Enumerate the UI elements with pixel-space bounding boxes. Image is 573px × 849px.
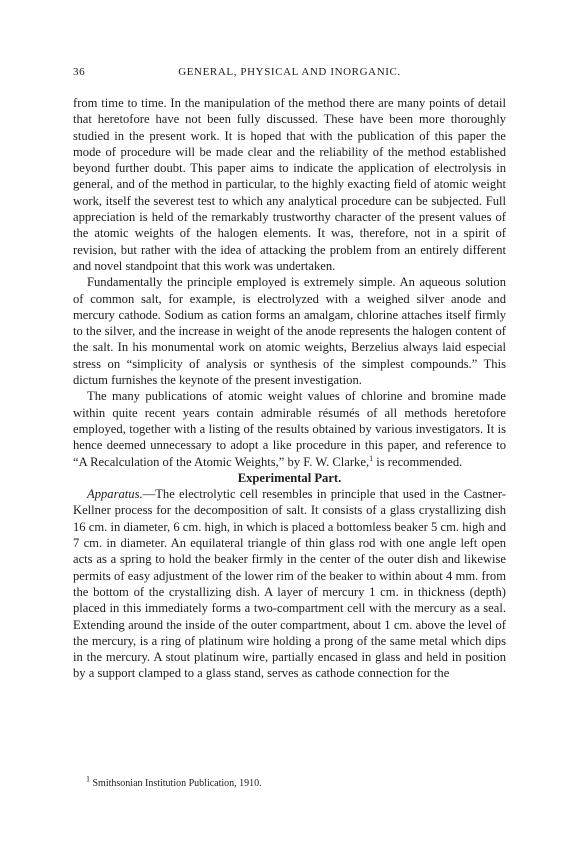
apparatus-description: —The electrolytic cell resembles in principle that used in the Castner-Kellner process for the decomposition of salt. It consists of a glass crystallizing dish 16 cm. in diameter, 6 cm. high, in which is placed a bottomless beaker 5 cm. high and 7 cm. in diameter. An equilateral triangle of thin glass rod with one angle left open acts as a spring to hold the beaker firmly in the center of the outer dish and likewise permits of easy adjustment of the lower rim of the beaker to within about 4 mm. from the bottom of the crystallizing dish. A layer of mercury 1 cm. in thickness (depth) placed in this immediately forms a two-compartment cell with the mercury as a seal. Extending around the inside of the outer compartment, about 1 cm. above the level of the mercury, is a ring of platinum wire holding a prong of the same metal which dips in the mercury. A stout platinum wire, partially encased in glass and held in position by a support clamped to a glass stand, serves as cathode connection for the	[73, 487, 506, 681]
running-head-title: GENERAL, PHYSICAL AND INORGANIC.	[178, 66, 401, 78]
paragraph-apparatus	[73, 486, 506, 682]
page-number: 36	[73, 66, 86, 78]
running-head	[73, 66, 506, 82]
footnote-marker: 1	[86, 774, 90, 784]
apparatus-run-in-heading: Apparatus.	[87, 487, 143, 502]
footnote-reference: 1	[369, 453, 374, 463]
paragraph-publications	[73, 388, 506, 469]
paragraph-continuation: from time to time. In the manipulation of the method there are many points of detail that heretofore have not been fully discussed. These have been more thoroughly studied in the present work. It is hoped that with the publication of this paper the mode of procedure will be made clear and the reliability of the method established beyond further doubt. This paper aims to indicate the application of electrolysis in general, and of the method in particular, to the highly exacting field of atomic weight work, itself the severest test to which any analytical procedure can be subjected. Full appreciation is held of the remarkably trustworthy character of the present values of the atomic weights of the halogen elements. It was, therefore, not in a spirit of revision, but rather with the idea of attacking the problem from an entirely different and novel standpoint that this work was undertaken.	[73, 96, 506, 273]
paragraph-publications-end: is recommended.	[373, 454, 463, 469]
footnote	[86, 774, 262, 790]
footnote-text: Smithsonian Institution Publication, 1910.	[90, 778, 262, 789]
body-text	[73, 95, 506, 682]
section-heading: Experimental Part.	[237, 470, 342, 485]
paragraph-principle: Fundamentally the principle employed is extremely simple. An aqueous solution of common salt, for example, is electrolyzed with a weighed silver anode and mercury cathode. Sodium as cation forms an amalgam, chlorine attaches itself firmly to the silver, and the increase in weight of the anode represents the halogen content of the salt. In his monumental work on atomic weights, Berzelius always laid especial stress on “simplicity of analysis or synthesis of the simplest compounds.” This dictum furnishes the keynote of the present investigation.	[73, 275, 506, 388]
paragraph-publications-text: The many publications of atomic weight values of chlorine and bromine made within quite recent years contain admirable résumés of all methods heretofore employed, together with a listing of the results obtained by various investigators. It is hence deemed unnecessary to adopt a like procedure in this paper, and reference to “A Recalculation of the Atomic Weights,” by F. W. Clarke,	[73, 389, 506, 469]
